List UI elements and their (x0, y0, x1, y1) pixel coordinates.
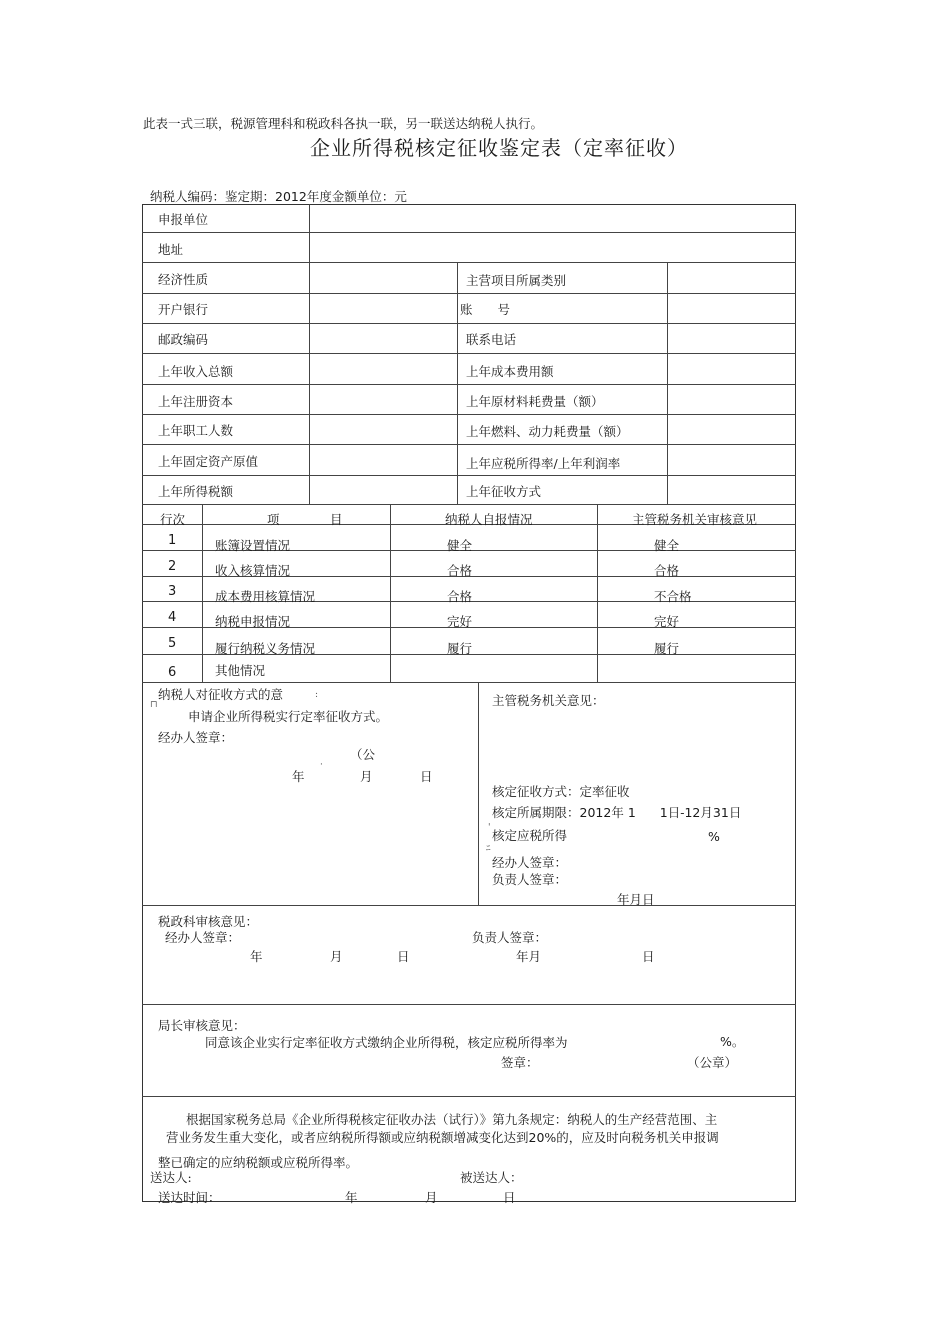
row-item: 账簿设置情况 (215, 538, 291, 553)
policy-month: 月 (330, 949, 343, 964)
meta-suffix: 年度金额单位：元 (306, 189, 407, 204)
meta-prefix: 纳税人编码：鉴定期： (150, 189, 276, 204)
label-address: 地址 (158, 242, 184, 257)
label-last-year-cost: 上年成本费用额 (466, 364, 554, 379)
director-content: 同意该企业实行定率征收方式缴纳企业所得税，核定应税所得率为 (205, 1035, 568, 1050)
taxpayer-opinion-content: 申请企业所得税实行定率征收方式。 (188, 709, 389, 724)
footer-month: 月 (425, 1190, 438, 1205)
footer-line-2a: 营业务发生重大变化，或者应纳税所得额或应纳税额增减变化达到 (166, 1130, 529, 1145)
row-review: 履行 (654, 641, 680, 656)
header-review: 主管税务机关审核意见 (632, 512, 758, 527)
meta-year: 2012 (275, 189, 307, 204)
taxpayer-seal: （公 (350, 747, 376, 762)
policy-leader: 负责人签章： (472, 930, 548, 945)
header-item-b: 目 (330, 512, 343, 527)
form-note: 此表一式三联，税源管理科和税政科各执一联，另一联送达纳税人执行。 (143, 116, 544, 131)
period-a: 年 (611, 805, 624, 820)
authority-method: 核定征收方式：定率征收 (492, 784, 630, 799)
authority-rate-percent: % (708, 829, 720, 844)
row-no: 1 (168, 533, 177, 548)
period-e: 12 (684, 805, 701, 820)
director-title: 局长审核意见： (158, 1018, 246, 1033)
taxpayer-signer: 经办人签章： (158, 730, 234, 745)
label-taxable-rate: 上年应税所得率/上年利润率 (466, 456, 621, 471)
row-review: 合格 (654, 563, 680, 578)
row-review: 不合格 (654, 589, 692, 604)
policy-day: 日 (397, 949, 410, 964)
label-bank: 开户银行 (158, 302, 209, 317)
row-self: 完好 (447, 614, 473, 629)
authority-rate-label: 核定应税所得 (492, 828, 568, 843)
period-c: 1 (659, 805, 668, 820)
period-h: 日 (728, 805, 742, 820)
label-postcode: 邮政编码 (158, 332, 209, 347)
policy-day2: 日 (642, 949, 655, 964)
period-prefix: 核定所属期限： (492, 805, 580, 820)
footer-line-2c: %的，应及时向税务机关申报调 (544, 1130, 719, 1145)
row-self: 合格 (447, 589, 473, 604)
period-d: 日- (667, 805, 685, 820)
row-no: 3 (168, 584, 177, 599)
row-self: 健全 (447, 538, 473, 553)
form-title: 企业所得税核定征收鉴定表（定率征收） (310, 136, 688, 160)
footer-sender: 送达人: (150, 1170, 192, 1185)
footer-line-2b: 20 (528, 1130, 545, 1145)
authority-handler: 经办人签章： (492, 855, 568, 870)
director-sign: 签章： (501, 1055, 539, 1070)
row-review: 健全 (654, 538, 680, 553)
period-year: 2012 (579, 805, 612, 820)
director-percent: %。 (720, 1034, 745, 1049)
taxpayer-month: 月 (360, 769, 373, 784)
authority-opinion-title: 主管税务机关意见： (492, 693, 605, 708)
label-registered-capital: 上年注册资本 (158, 394, 234, 409)
row-item: 成本费用核算情况 (215, 589, 316, 604)
label-last-year-revenue: 上年收入总额 (158, 364, 234, 379)
policy-title: 税政科审核意见： (158, 914, 259, 929)
label-fuel-power: 上年燃料、动力耗费量（额） (466, 424, 629, 439)
authority-leader: 负责人签章： (492, 872, 568, 887)
label-last-year-tax: 上年所得税额 (158, 484, 234, 499)
taxpayer-opinion-title: 纳税人对征收方式的意 (158, 687, 284, 702)
label-collection-method: 上年征收方式 (466, 484, 542, 499)
row-self: 履行 (447, 641, 473, 656)
period-f: 月 (700, 805, 713, 820)
director-seal: （公章） (687, 1055, 738, 1070)
label-applicant: 申报单位 (158, 212, 209, 227)
label-fixed-assets: 上年固定资产原值 (158, 454, 259, 469)
policy-handler: 经办人签章： (165, 930, 241, 945)
label-economic-nature: 经济性质 (158, 272, 209, 287)
header-row-no: 行次 (160, 512, 186, 527)
footer-receiver: 被送达人： (460, 1170, 523, 1185)
row-no: 5 (168, 636, 177, 651)
header-item-a: 项 (267, 512, 280, 527)
label-account: 账 号 (460, 302, 511, 317)
label-phone: 联系电话 (466, 332, 517, 347)
authority-date: 年月日 (617, 892, 655, 907)
label-employees: 上年职工人数 (158, 423, 234, 438)
period-b: 1 (627, 805, 636, 820)
taxpayer-year: 年 (292, 769, 305, 784)
row-item: 纳税申报情况 (215, 614, 291, 629)
label-raw-material: 上年原材料耗费量（额） (466, 394, 604, 409)
row-no: 2 (168, 559, 177, 574)
footer-line-2 (166, 1128, 719, 1146)
row-item: 其他情况 (215, 663, 266, 678)
taxpayer-day: 日 (420, 769, 433, 784)
row-review: 完好 (654, 614, 680, 629)
footer-line-3: 整已确定的应纳税额或应税所得率。 (158, 1155, 359, 1170)
footer-time: 送达时间： (158, 1190, 221, 1205)
footer-line-1: 根据国家税务总局《企业所得税核定征收办法（试行）》第九条规定：纳税人的生产经营范围、主 (186, 1112, 718, 1127)
row-item: 收入核算情况 (215, 563, 291, 578)
row-no: 6 (168, 665, 177, 680)
authority-period (492, 803, 741, 821)
form-meta (150, 187, 407, 205)
policy-year-month2: 年月 (516, 949, 542, 964)
header-self-report: 纳税人自报情况 (445, 512, 533, 527)
row-no: 4 (168, 610, 177, 625)
footer-day: 日 (503, 1190, 516, 1205)
row-item: 履行纳税义务情况 (215, 641, 316, 656)
footer-year: 年 (345, 1190, 358, 1205)
label-main-business: 主营项目所属类别 (466, 273, 567, 288)
row-self: 合格 (447, 563, 473, 578)
policy-year: 年 (250, 949, 263, 964)
period-g: 31 (712, 805, 729, 820)
